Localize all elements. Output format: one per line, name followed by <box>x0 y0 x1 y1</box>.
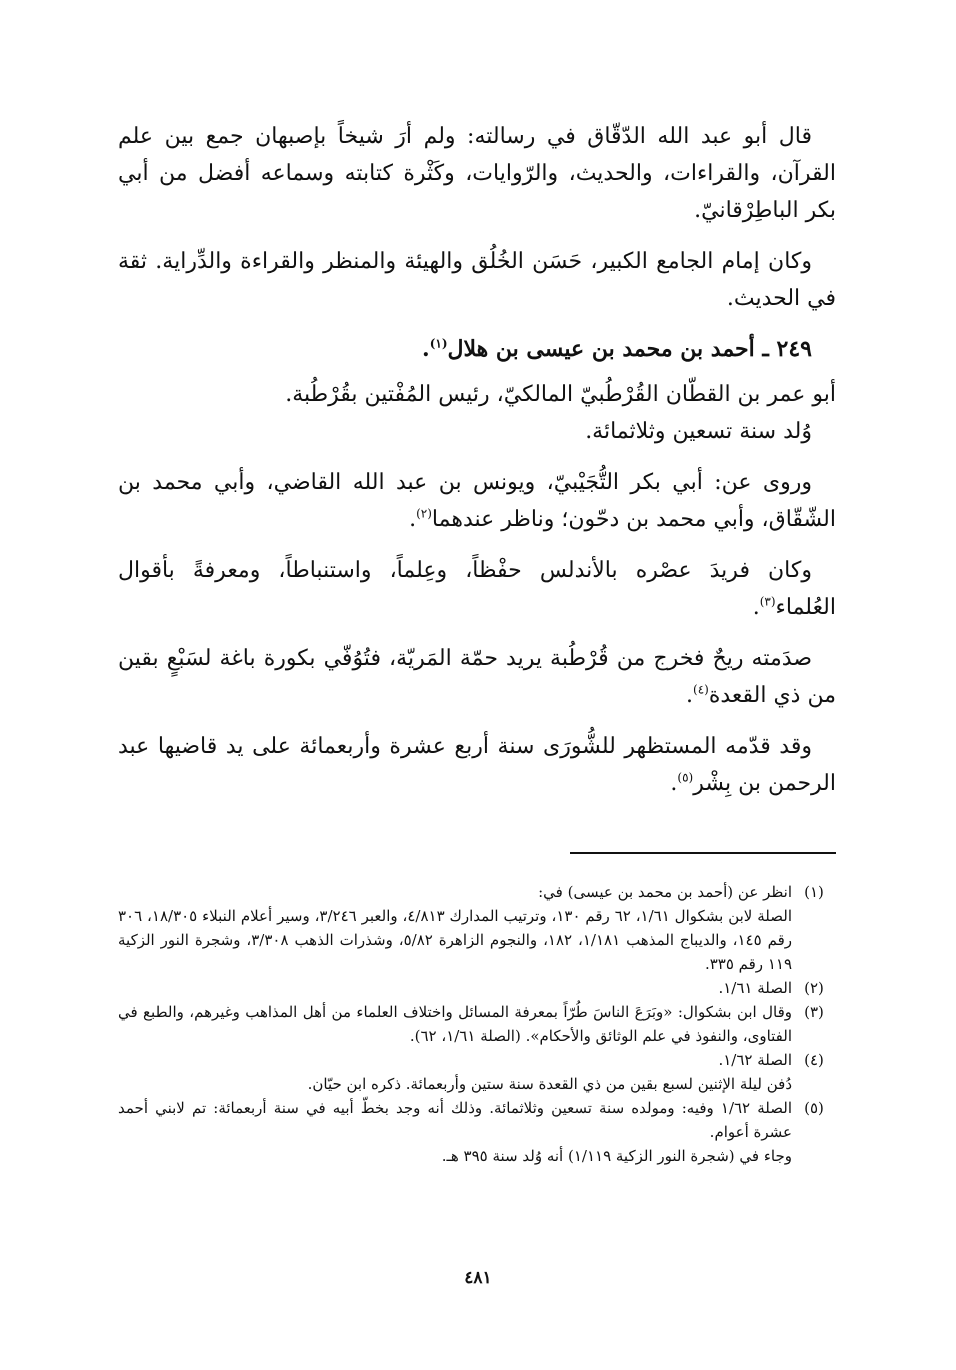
entry-title-text: ٢٤٩ ـ أحمد بن محمد بن عيسى بن هلال <box>447 336 812 362</box>
paragraph-2: وكان إمام الجامع الكبير، حَسَن الخُلُق والهيئة والمنظر والقراءة والدِّراية. ثقة في الحديث. <box>118 249 836 311</box>
footnote-number: (٤) <box>804 1051 824 1069</box>
footnote-ref-4: (٤) <box>693 682 709 697</box>
footnote-number: (١) <box>804 883 824 901</box>
paragraph-7-text: وقد قدّمه المستظهر للشُّورَى سنة أربع عشرة وأربعمائة على يد قاضيها عبد الرحمن بن بِشْر <box>118 734 836 796</box>
footnotes <box>118 880 836 1168</box>
footnote-line: الصلة لابن بشكوال ١/٦١، ٦٢ رقم ١٣٠، وترتيب المدارك ٤/٨١٣، والعبر ٣/٢٤٦، وسير أعلام النبلاء ١٨/٣٠٥، ٣٠٦ رقم ١٤٥، والديباج المذهب ١/١٨١، ١٨٢، والنجوم الزاهرة ٥/٨٢، وشذرات الذهب ٣/٣٠٨، وشجرة النور الزكية ١١٩ رقم ٣٣٥. <box>118 907 793 973</box>
footnote-number: (٣) <box>804 1003 824 1021</box>
footnote-4 <box>118 1048 836 1096</box>
page-number: ٤٨١ <box>464 1268 492 1288</box>
paragraph-6 <box>118 640 836 714</box>
paragraph-7-end: . <box>670 771 678 796</box>
paragraph-3a: أبو عمر بن القطّان القُرْطُبيّ المالكيّ، رئيس المُفْتين بقُرْطُبة. <box>285 382 836 407</box>
footnote-ref-5: (٥) <box>677 770 694 785</box>
footnote-number: (٥) <box>804 1099 824 1117</box>
entry-title <box>118 331 836 368</box>
main-text <box>118 118 836 816</box>
footnote-body <box>118 976 792 1000</box>
paragraph-5-end: . <box>752 595 760 620</box>
footnote-ref-1: (١) <box>429 336 448 351</box>
paragraph-5 <box>118 552 836 626</box>
footnote-separator <box>570 852 836 854</box>
paragraph-5-text: وكان فريدَ عصْره بالأندلس حفْظاً، وعِلماً، واستنباطاً، ومعرفةً بأقوال العُلماء <box>118 558 836 620</box>
footnote-ref-2: (٢) <box>416 506 432 521</box>
paragraph-6-text: صدَمته ريحٌ فخرج من قُرْطُبة يريد حمّة المَريّة، فتُوُفّي بكورة باغة لسَبْعٍ بقين من ذي القعدة <box>118 646 836 708</box>
footnote-3 <box>118 1000 836 1048</box>
footnote-line: وقال ابن بشكوال: «وبَرَعَ الناسَ طُرّاً بمعرفة المسائل واختلاف العلماء من أهل المذاهب وغيرهم، والطبع في الفتاوى، والنفوذ في علم الوثائق والأحكام». (الصلة ١/٦١، ٦٢). <box>118 1003 792 1045</box>
footnote-ref-3: (٣) <box>759 594 776 609</box>
paragraph-3b: وُلد سنة تسعين وثلاثمائة. <box>585 419 812 444</box>
paragraph-7 <box>118 728 836 802</box>
paragraph-1: قال أبو عبد الله الدّقّاق في رسالته: ولم أرَ شيخاً بإصبهان جمع بين علم القرآن، والقراءات، والحديث، والرّوايات، وكَثْرة كتابته وسماعه أفضل من أبي بكر الباطِرْقانيّ. <box>118 124 836 223</box>
footnote-body <box>118 1096 792 1168</box>
footnote-5 <box>118 1096 836 1168</box>
footnote-number: (٢) <box>804 979 824 997</box>
footnote-line: الصلة ١/٦١. <box>718 979 792 997</box>
paragraph-4-text: وروى عن: أبي بكر التُّجَيْبيّ، ويونس بن عبد الله القاضي، وأبي محمد بن الشّقّاق، وأبي محمد بن دحّون؛ وناظر عندهما <box>118 470 836 532</box>
footnote-1 <box>118 880 836 976</box>
footnote-line: دُفن ليلة الإثنين لسبع بقين من ذي القعدة سنة ستين وأربعمائة. ذكره ابن حيّان. <box>307 1075 792 1093</box>
footnote-line: انظر عن (أحمد بن محمد بن عيسى) في: <box>538 883 792 901</box>
footnote-line: الصلة ١/٦٢ وفيه: ومولده سنة تسعين وثلاثمائة. وذلك أنه وجد بخطّ أبيه في سنة أربعمائة: تم لابني أحمد عشرة أعوام. <box>118 1099 792 1141</box>
entry-title-end: . <box>422 336 430 362</box>
footnote-body <box>118 1048 792 1096</box>
footnote-line: الصلة ١/٦٢. <box>718 1051 792 1069</box>
paragraph-4-end: . <box>409 507 417 532</box>
footnote-body <box>118 880 792 976</box>
footnote-2 <box>118 976 836 1000</box>
footnote-line: وجاء في (شجرة النور الزكية ١/١١٩) أنه وُلد سنة ٣٩٥ هـ. <box>441 1147 792 1165</box>
paragraph-6-end: . <box>686 683 693 708</box>
paragraph-4 <box>118 464 836 538</box>
footnote-body <box>118 1000 792 1048</box>
